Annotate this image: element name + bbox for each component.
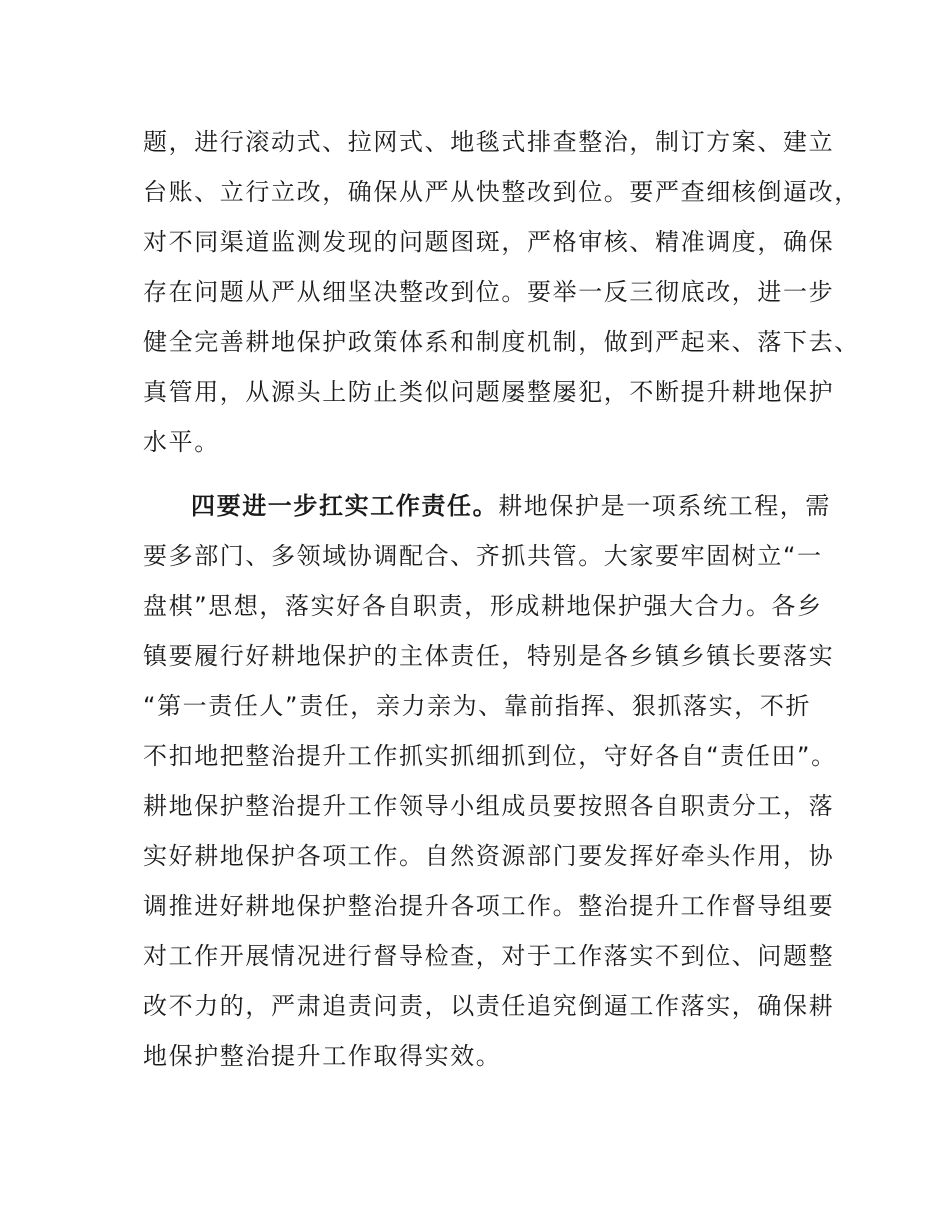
paragraph-1-line-5: 健全完善耕地保护政策体系和制度机制，做到严起来、落下去、: [143, 328, 860, 356]
paragraph-2-line-2: 要多部门、多领域协调配合、齐抓共管。大家要牢固树立“一: [143, 542, 823, 570]
paragraph-1-line-2: 台账、立行立改，确保从严从快整改到位。要严查细核倒逼改，: [143, 178, 860, 206]
paragraph-1-line-1: 题，进行滚动式、拉网式、地毯式排查整治，制订方案、建立: [143, 128, 835, 156]
paragraph-2-line-8: 实好耕地保护各项工作。自然资源部门要发挥好牵头作用，协: [143, 842, 835, 870]
paragraph-2-line-9: 调推进好耕地保护整治提升各项工作。整治提升工作督导组要: [143, 892, 835, 920]
paragraph-1-line-4: 存在问题从严从细坚决整改到位。要举一反三彻底改，进一步: [143, 278, 835, 306]
paragraph-2-line-1-rest: 耕地保护是一项系统工程，需: [498, 492, 832, 520]
paragraph-2-line-12: 地保护整治提升工作取得实效。: [143, 1042, 502, 1070]
paragraph-2-line-11: 改不力的，严肃追责问责，以责任追究倒逼工作落实，确保耕: [143, 992, 835, 1020]
section-heading: 四要进一步扛实工作责任。: [191, 492, 499, 520]
paragraph-2-line-4: 镇要履行好耕地保护的主体责任，特别是各乡镇乡镇长要落实: [143, 642, 835, 670]
paragraph-2-line-5: “第一责任人”责任，亲力亲为、靠前指挥、狠抓落实，不折: [143, 692, 812, 720]
paragraph-2-line-3: 盘棋”思想，落实好各自职责，形成耕地保护强大合力。各乡: [143, 592, 823, 620]
paragraph-2-line-1: [191, 486, 833, 526]
paragraph-2-line-7: 耕地保护整治提升工作领导小组成员要按照各自职责分工，落: [143, 792, 835, 820]
paragraph-2-line-6: 不扣地把整治提升工作抓实抓细抓到位，守好各自“责任田”。: [143, 742, 837, 770]
paragraph-2-line-10: 对工作开展情况进行督导检查，对于工作落实不到位、问题整: [143, 942, 835, 970]
paragraph-1-line-3: 对不同渠道监测发现的问题图斑，严格审核、精准调度，确保: [143, 228, 835, 256]
paragraph-1-line-6: 真管用，从源头上防止类似问题屡整屡犯，不断提升耕地保护: [143, 378, 835, 406]
paragraph-1-line-7: 水平。: [143, 428, 220, 456]
